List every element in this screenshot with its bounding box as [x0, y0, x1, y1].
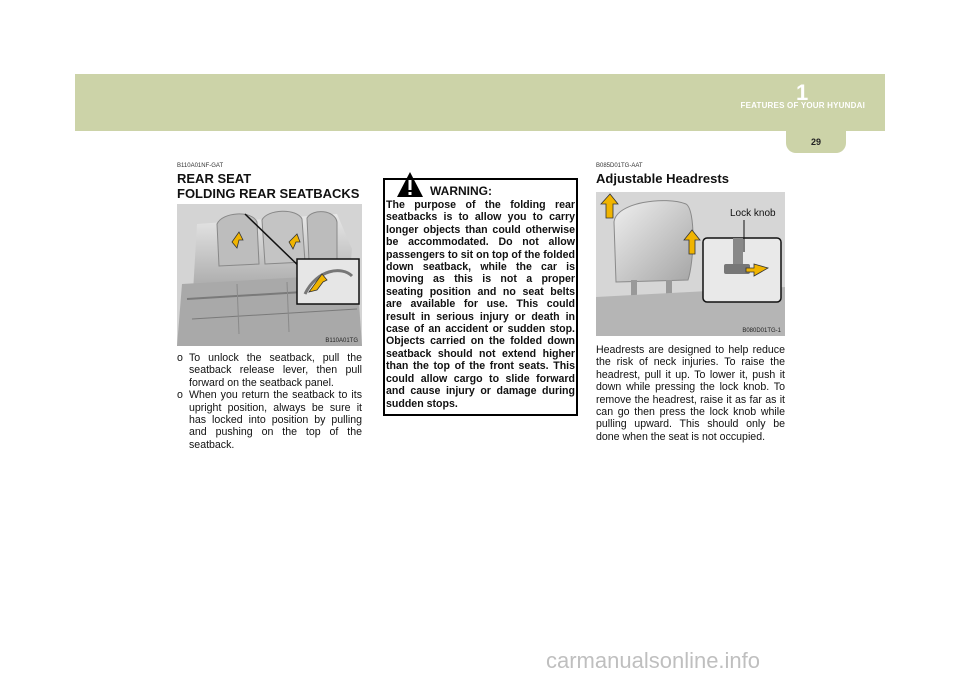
photo-code: B110A01TG: [325, 338, 358, 344]
section-number: 1: [796, 80, 809, 105]
headrest-text: Headrests are designed to help reduce the risk of neck injuries. To raise the headrest, pull it up. To lower it, push it down while pressing the lock knob. To remove the headrest, raise it as far as it can go then press the lock knob while pulling upward. This should only be done when the seat is not occupied.: [596, 344, 785, 443]
section-title: FEATURES OF YOUR HYUNDAI: [740, 101, 865, 110]
heading-adjustable-headrests: Adjustable Headrests: [596, 171, 729, 186]
bullet-mark: o: [177, 352, 183, 364]
headrest-photo: [596, 192, 785, 336]
seatback-instructions: [177, 352, 362, 451]
page-number: 29: [810, 137, 821, 147]
right-column: [596, 163, 785, 443]
warning-title: WARNING:: [430, 184, 492, 198]
heading-rear-seat: REAR SEAT: [177, 171, 252, 186]
rear-seat-photo: [177, 204, 362, 346]
heading-folding-seatbacks: FOLDING REAR SEATBACKS: [177, 186, 360, 201]
lock-knob-label: Lock knob: [730, 208, 776, 219]
bullet-text: When you return the seatback to its upright position, always be sure it has locked into position by pulling and pushing on the top of the seatback.: [189, 389, 362, 451]
photo-code: B080D01TG-1: [742, 328, 781, 334]
warning-icon: [396, 171, 424, 199]
section-code: B085D01TG-AAT: [596, 163, 643, 169]
left-column: [177, 163, 362, 451]
section-code: B110A01NF-GAT: [177, 163, 224, 169]
rear-seat-illustration: [177, 204, 362, 346]
bullet-mark: o: [177, 389, 183, 402]
warning-text: The purpose of the folding rear seatbacks is to allow you to carry longer objects than could otherwise be accommodated. Do not allow passengers to sit on top of the folded down seatback, while the car is moving as this is not a proper seating position and no seat belts are available for use. This could result in serious injury or death in case of an accident or sudden stop. Objects carried on the folded down seatback should not extend higher than the top of the front seats. This could allow cargo to slide forward and cause injury or damage during sudden stops.: [386, 199, 575, 410]
list-item: [177, 352, 362, 389]
bullet-text: To unlock the seatback, pull the seatback release lever, then pull forward on the seatback panel.: [189, 352, 362, 389]
list-item: [177, 389, 362, 451]
warning-box: [383, 178, 578, 416]
watermark: carmanualsonline.info: [546, 648, 761, 673]
